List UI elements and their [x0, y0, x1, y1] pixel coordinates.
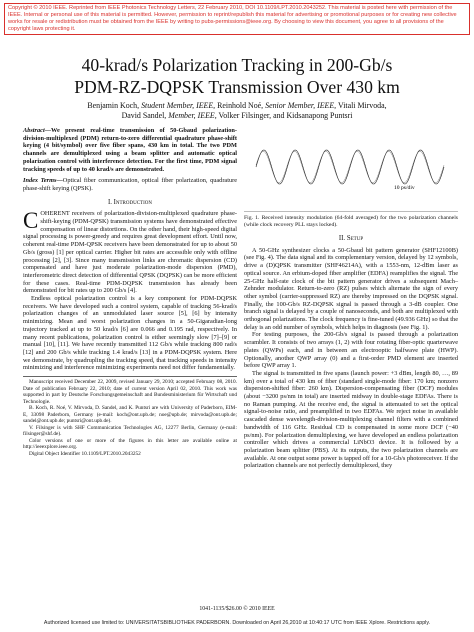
intro-paragraph-1	[23, 210, 237, 295]
author-sandel-membership: Member, IEEE,	[168, 111, 217, 120]
paper-title	[0, 54, 474, 98]
index-terms-text: Optical fiber communication, optical fiber polarization, quadrature phase-shift keying (QPSK).	[23, 177, 237, 192]
setup-paragraph-2: For testing purposes, the 200-Gb/s signal is passed through a polarization scrambler. It consists of two arrays (1, 2) with four rotating fiber-optic quarterwave plates (QWPs) each, and in between an electrooptic halfwave plate (HWP). Optionally, another QWP array (0) and a first-order PMD element are inserted before QWP array 1.	[244, 331, 458, 370]
authors-line-2	[14, 111, 460, 121]
footnote-affiliation-1: B. Koch, R. Noé, V. Mirvoda, D. Sandel, and K. Puntsri are with University of Paderborn, EIM-E, 33098 Paderborn, Germany (e-mail: koch@ont.upb.de; noe@upb.de; mirvoda@ont.upb.de; sandel@ont.upb.de; puntsri@ont.upb.de).	[23, 405, 237, 425]
right-column	[244, 127, 458, 470]
left-column	[23, 127, 237, 457]
abstract-label: Abstract—	[23, 127, 51, 134]
authors-line-1	[14, 101, 460, 111]
author-sandel: David Sandel,	[121, 111, 167, 120]
setup-paragraph-1: A 50-GHz synthesizer clocks a 50-Gbaud bit pattern generator (SHF12100B) (see Fig. 4). The data signal and its complementary version, delayed by 12 symbols, drive a (D)QPSK transmitter (SHF46214A), with a 1553-nm, 12-dBm laser as optical source. An erbium-doped fiber amplifier (EDFA) reamplifies the signal. The 25-GHz half-rate clock of the bit pattern generator drives a subsequent Mach–Zehnder modulator. Return-to-zero (RZ) pulses which alternate the sign of every other symbol (carrier-suppressed RZ) are thereby impressed on the DQPSK signal. Finally, the 100-Gb/s RZ-DQPSK signal is passed through a 3-dB coupler. One branch signal is delayed by a couple of nanoseconds, and both are multiplexed with orthogonal polarizations. The clock frequency is fine-tuned (49.936 GHz) so that the delay is an odd number of symbols, which helps in diagnosis (see Fig. 1).	[244, 246, 458, 331]
figure-1-background	[244, 127, 458, 211]
author-block	[14, 101, 460, 121]
title-line-1: 40-krad/s Polarization Tracking in 200-Gb/s	[81, 55, 393, 75]
author-koch: Benjamin Koch,	[87, 101, 140, 110]
index-terms	[23, 177, 237, 192]
author-mirvoda: Vitali Mirvoda,	[337, 101, 387, 110]
title-line-2: PDM-RZ-DQPSK Transmission Over 430 km	[74, 77, 400, 97]
intro-paragraph-1-text: OHERENT receivers of polarization-division-multiplexed quadrature phase-shift-keying (PDM-QPSK) transmission systems have demonstrated effective compensation of linear distortions. On the other hand, their high-speed digital signal processing is power-greedy and requires great development effort. Until now, coherent real-time PDM-QPSK receivers have been demonstrated for up to about 50 Gb/s (gross) [1] per optical carrier. Higher bit rates are accessible only with offline processing [2], [3]. Since many transmission links are chromatic dispersion (CD) compensated and have just moderate polarization-mode dispersion (PMD), interferometric direct detection of differential QPSK (DQPSK) can be more efficient for these cases. Real-time PDM-DQPSK transmission has already been demonstrated for bit rates up to 200 Gb/s [4].	[23, 210, 237, 295]
section-heading-introduction: I. Introduction	[107, 198, 153, 206]
section-heading-setup: II. Setup	[338, 235, 364, 242]
abstract-text: We present real-time transmission of 50-Gbaud polarization-division-multiplexed (PDM) return-to-zero differential quadrature phase-shift keying (4 bit/symbol) over five fiber spans, 430 km in total. The two PDM channels are demultiplexed using a beam splitter and automatic optical polarization control with interference detection. For the first time, PDM signal tracking speeds of up to 40 krad/s are demonstrated.	[23, 127, 237, 173]
license-line: Authorized licensed use limited to: UNIVERSITATSBIBLIOTHEK PADERBORN. Downloaded on April 26,2010 at 10:40:17 UTC from IEEE Xplore. Restrictions apply.	[43, 620, 431, 626]
figure-1-waveform	[244, 127, 458, 211]
footnote-doi: Digital Object Identifier 10.1109/LPT.2010.2043252	[29, 450, 141, 457]
footnote-affiliation-2: V. Filsinger is with SHF Communication Technologies AG, 12277 Berlin, Germany (e-mail: filsinger@shf.de).	[23, 424, 237, 438]
footnote-color: Color versions of one or more of the figures in this letter are available online at http://ieeexplore.ieee.org.	[23, 437, 237, 451]
intro-paragraph-2: Endless optical polarization control is a key component for PDM-DQPSK receivers. We have developed such a control system, capable of tracking 56-krad/s polarization changes of an unmodulated laser source [5], [6] by intensity minimizing. Mean and worst polarization changes in a 50-Gigaradian-long trajectory tracked at up to 50 krad/s [6] are 0.066 and 0.195 rad, respectively. In many recent publications, polarization control is either seemingly slow [7]–[9] or manual [10], [11]. We have recently transmitted 112 Gb/s while tracking 800 rad/s [12] and 200 Gb/s while tracking 1.4 krad/s [13] in a PDM-DQPSK system. Here we demonstrate, by quadrupling the tracking speed, that tracking speeds in intensity minimizing and interference minimizing experiments need not differ fundamentally.	[23, 295, 237, 372]
figure-1	[244, 127, 458, 212]
author-noe-membership: Senior Member, IEEE,	[265, 101, 337, 110]
index-terms-label: Index Terms—	[23, 177, 63, 185]
drop-cap: C	[23, 208, 39, 234]
footnotes	[23, 376, 237, 457]
author-koch-membership: Student Member, IEEE,	[141, 101, 216, 110]
copyright-notice: Copyright © 2010 IEEE. Reprinted from IEEE Photonics Technology Letters, 22 February 2010, DOI 10.1109/LPT.2010.2043252. This material is posted here with permission of the IEEE. Internal or personal use of this material is permitted. However, permission to reprint/republish this material for advertising or promotional purposes or for creating new collective works for resale or redistribution must be obtained from the IEEE by writing to pubs-permissions@ieee.org. By choosing to view this document, you agree to all provisions of the copyright laws protecting it.	[4, 3, 470, 35]
abstract	[23, 127, 237, 173]
footnote-manuscript: Manuscript received December 22, 2009, revised January 29, 2010; accepted February 08, 2010. Date of publication February 22, 2010; date of current version April 02, 2010. This work was supported in part by Deutsche Forschungsgemeinschaft and Bundesministerium für Wirtschaft und Technologie.	[23, 379, 237, 405]
figure-1-caption: Fig. 1. Received intensity modulation (64-fold averaged) for the two polarization channels (while clock recovery PLL stays locked).	[244, 215, 458, 228]
issn-line: 1041-1135/$26.00 © 2010 IEEE	[199, 606, 275, 612]
setup-paragraph-3: The signal is transmitted in five spans (launch power: +3 dBm, length 80, …, 89 km) over a total of 430 km of fiber (standard single-mode fiber: 170 km; nonzero dispersion-shifted fiber: 260 km). Dispersion-compensating fiber (DCF) modules (about −3200 ps/nm in total) are inserted midway in double-stage EDFAs. There is no Raman pumping. At the receive end, the signal is attenuated to set the optical signal-to-noise ratio, and preamplified in two EDFAs. We reject noise in available cascaded dense wavelength-division-multiplexing channel filters with a combined bandwidth of 116 GHz. Residual CD is compensated in some more DCF (−40 ps/nm). For polarization demultiplexing, we have developed an endless polarization controller which drives a commercial LiNbO3 device. It is followed by a polarization beam splitter (PBS). At its outputs, the two polarization channels are available. At one output some power is tapped off for a 10-Gb/s photoreceiver. If the polarization channels are not perfectly demultiplexed, they	[244, 369, 458, 470]
figure-1-scale-label: 10 ps/div	[394, 185, 415, 191]
author-noe: Reinhold Noé,	[217, 101, 264, 110]
author-filsinger-puntsri: Volker Filsinger, and Kidsanapong Puntsri	[218, 111, 353, 120]
